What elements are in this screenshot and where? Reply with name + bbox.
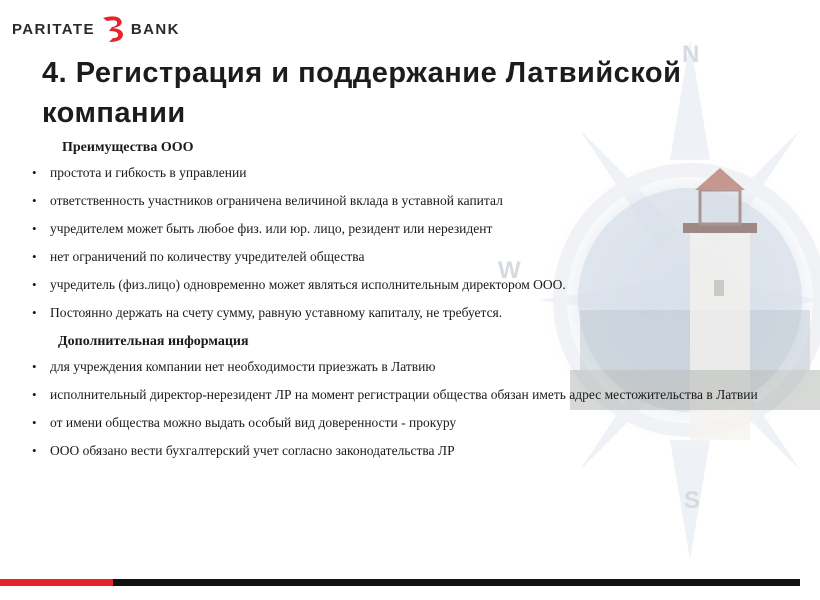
footer-bar xyxy=(0,579,800,586)
logo-word-paritate: PARITATE xyxy=(12,20,95,38)
list-item: • нет ограничений по количеству учредителей общества xyxy=(32,249,365,264)
bullet-icon: • xyxy=(32,193,37,208)
bullet-icon: • xyxy=(32,387,37,402)
slide-title: 4. Регистрация и поддержание Латвийской компании xyxy=(42,57,682,129)
list-item: • ответственность участников ограничена величиной вклада в уставной капитал xyxy=(32,193,503,208)
compass-letter-s: S xyxy=(684,487,701,514)
paritate-logo-mark-icon xyxy=(99,14,127,44)
bullet-icon: • xyxy=(32,359,37,374)
compass-letter-n: N xyxy=(682,41,700,68)
logo-word-bank: BANK xyxy=(130,20,180,38)
slide-content xyxy=(18,138,758,470)
bullet-icon: • xyxy=(32,415,37,430)
list-item: • простота и гибкость в управлении xyxy=(32,165,247,180)
advantages-list xyxy=(18,164,758,322)
list-item: • исполнительный директор-нерезидент ЛР на момент регистрации общества обязан иметь адрес местожительства в Латвии xyxy=(32,387,758,402)
list-item: • ООО обязано вести бухгалтерский учет согласно законодательства ЛР xyxy=(32,443,455,458)
list-item: • для учреждения компании нет необходимости приезжать в Латвию xyxy=(32,359,436,374)
list-item: • от имени общества можно выдать особый вид доверенности - прокуру xyxy=(32,415,457,430)
bullet-icon: • xyxy=(32,277,37,292)
bullet-icon: • xyxy=(32,249,37,264)
bullet-icon: • xyxy=(32,305,37,320)
section-heading-advantages: Преимущества ООО xyxy=(62,140,194,155)
footer-bar-black-segment xyxy=(113,579,800,586)
bullet-icon: • xyxy=(32,221,37,236)
additional-info-list xyxy=(18,358,758,460)
list-item: • учредитель (физ.лицо) одновременно может являться исполнительным директором ООО. xyxy=(32,277,566,292)
list-item: • учредителем может быть любое физ. или юр. лицо, резидент или нерезидент xyxy=(32,221,493,236)
bullet-icon: • xyxy=(32,165,37,180)
paritate-bank-logo xyxy=(12,14,180,44)
list-item: • Постоянно держать на счету сумму, равную уставному капиталу, не требуется. xyxy=(32,305,503,320)
section-heading-additional-info: Дополнительная информация xyxy=(58,334,249,349)
compass-letter-w: W xyxy=(498,257,521,284)
footer-bar-red-segment xyxy=(0,579,113,586)
bullet-icon: • xyxy=(32,443,37,458)
